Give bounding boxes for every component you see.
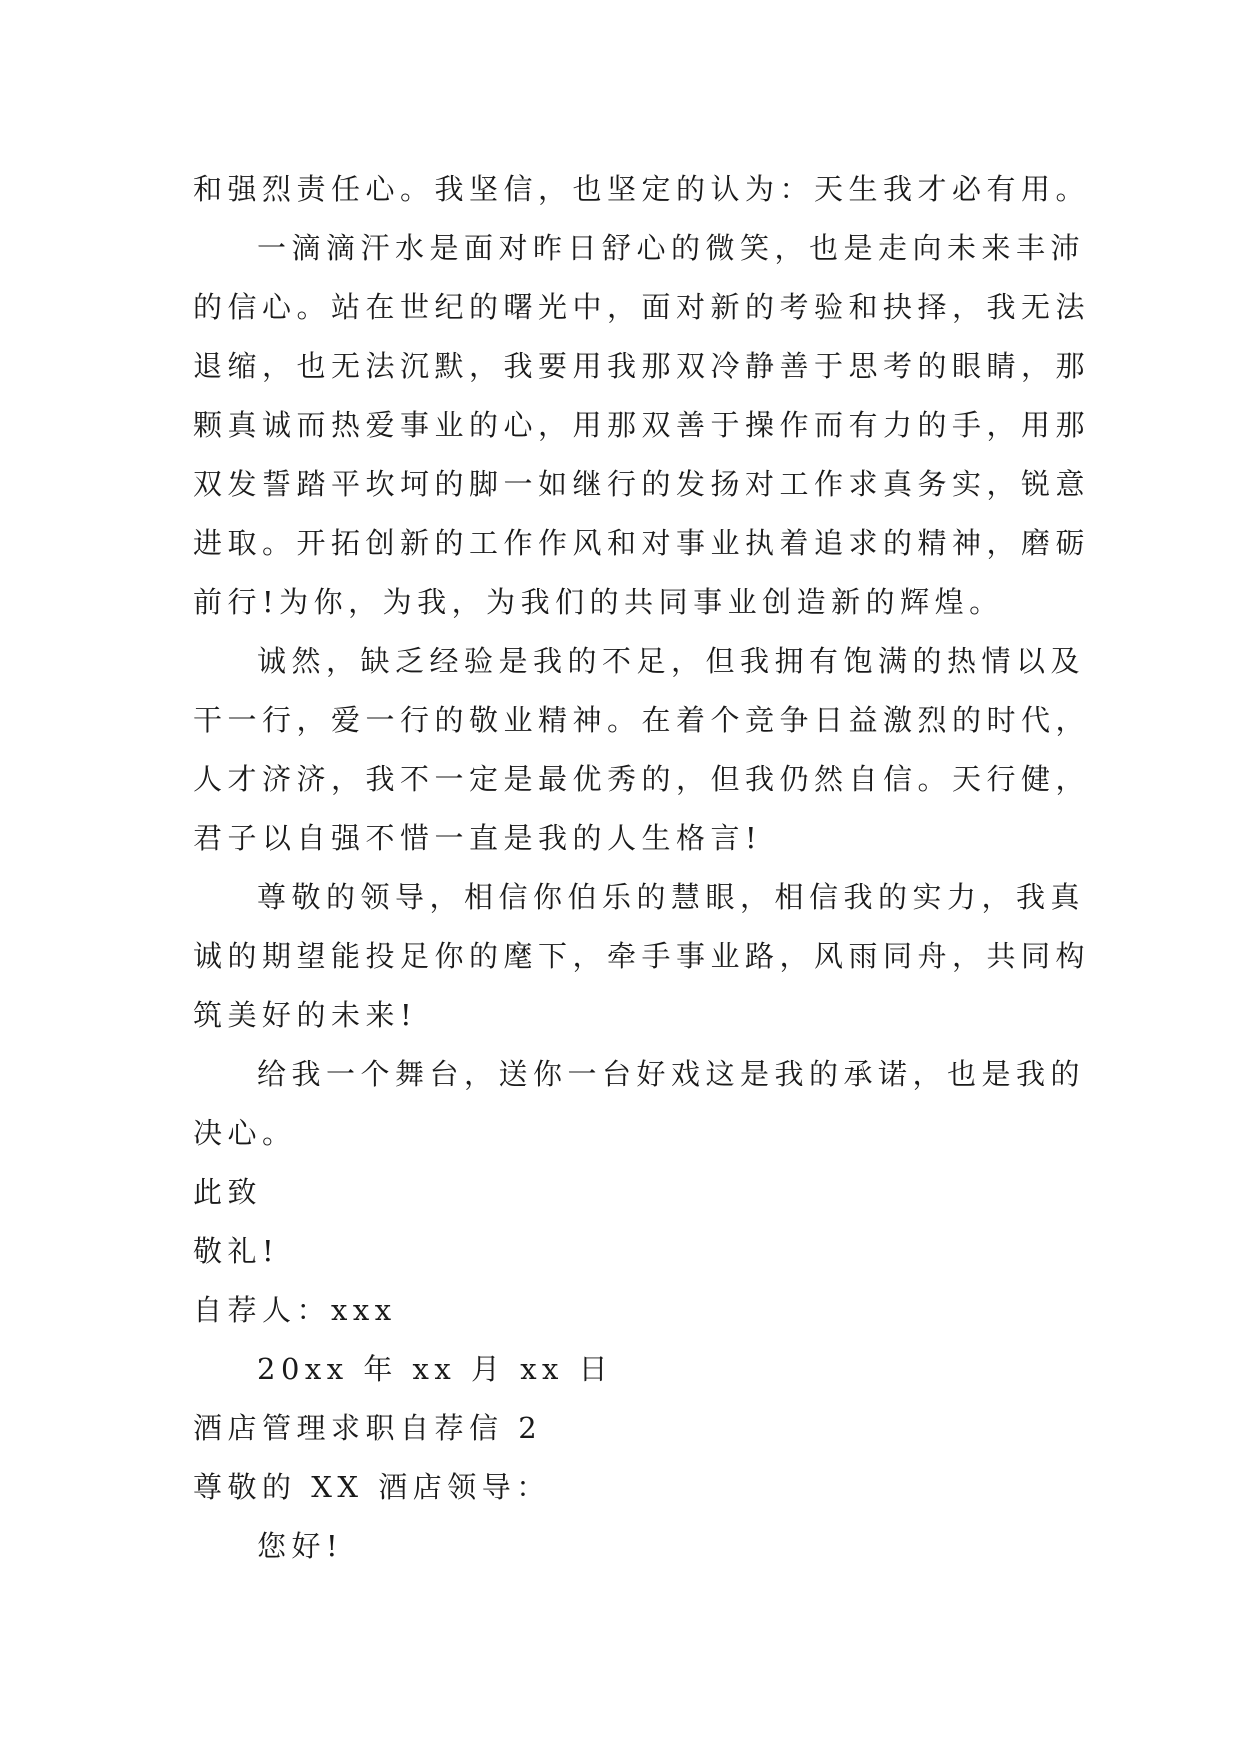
text-line: 决心。 bbox=[193, 1116, 297, 1150]
text-line: 尊敬的 XX 酒店领导： bbox=[193, 1470, 551, 1504]
text-line: 君子以自强不惜一直是我的人生格言! bbox=[193, 821, 763, 855]
text-line: 一滴滴汗水是面对昨日舒心的微笑，也是走向未来丰沛 bbox=[257, 231, 1086, 265]
text-line: 敬礼! bbox=[193, 1234, 280, 1268]
text-line: 诚然，缺乏经验是我的不足，但我拥有饱满的热情以及 bbox=[257, 644, 1086, 678]
text-line: 退缩，也无法沉默，我要用我那双冷静善于思考的眼睛，那 bbox=[193, 349, 1091, 383]
text-line: 进取。开拓创新的工作作风和对事业执着追求的精神，磨砺 bbox=[193, 526, 1091, 560]
letter-body bbox=[193, 160, 1093, 1576]
text-line: 干一行，爱一行的敬业精神。在着个竞争日益激烈的时代， bbox=[193, 703, 1091, 737]
text-line: 您好! bbox=[257, 1529, 344, 1563]
text-line: 双发誓踏平坎坷的脚一如继行的发扬对工作求真务实，锐意 bbox=[193, 467, 1091, 501]
text-line: 筑美好的未来! bbox=[193, 998, 418, 1032]
text-line: 给我一个舞台，送你一台好戏这是我的承诺，也是我的 bbox=[257, 1057, 1086, 1091]
text-line: 尊敬的领导，相信你伯乐的慧眼，相信我的实力，我真 bbox=[257, 880, 1086, 914]
text-line: 酒店管理求职自荐信 2 bbox=[193, 1411, 543, 1445]
text-line: 前行!为你，为我，为我们的共同事业创造新的辉煌。 bbox=[193, 585, 1004, 619]
text-line: 和强烈责任心。我坚信，也坚定的认为：天生我才必有用。 bbox=[193, 172, 1091, 206]
text-line: 此致 bbox=[193, 1175, 263, 1209]
text-line: 人才济济，我不一定是最优秀的，但我仍然自信。天行健， bbox=[193, 762, 1091, 796]
text-line: 的信心。站在世纪的曙光中，面对新的考验和抉择，我无法 bbox=[193, 290, 1091, 324]
text-line: 颗真诚而热爱事业的心，用那双善于操作而有力的手，用那 bbox=[193, 408, 1091, 442]
text-line: 20xx 年 xx 月 xx 日 bbox=[257, 1352, 614, 1386]
text-line: 诚的期望能投足你的麾下，牵手事业路，风雨同舟，共同构 bbox=[193, 939, 1091, 973]
text-line: 自荐人：xxx bbox=[193, 1293, 397, 1327]
